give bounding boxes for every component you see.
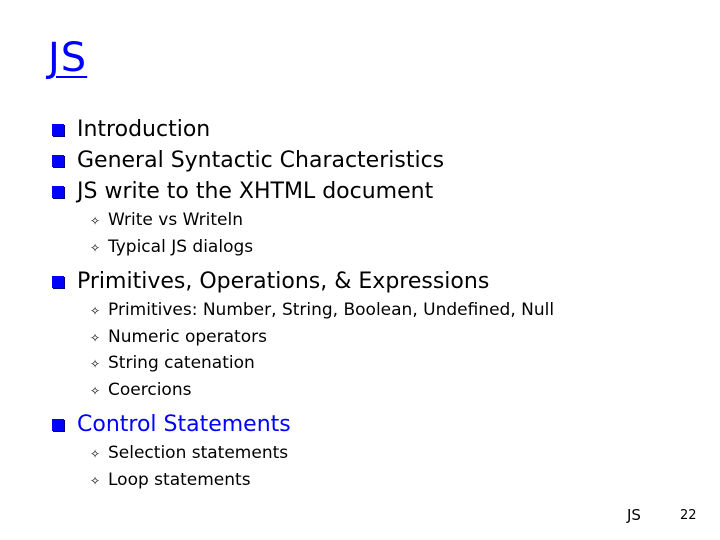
sub-item xyxy=(90,324,554,351)
slide-title: JS xyxy=(48,35,88,81)
outline-item-introduction xyxy=(52,114,554,145)
sub-item-label: String catenation xyxy=(108,353,255,374)
outline-list xyxy=(52,114,554,493)
outline-item-label: JS write to the XHTML document xyxy=(77,179,434,204)
outline-item-control-statements xyxy=(52,409,554,493)
diamond-bullet-icon: ✧ xyxy=(90,357,101,372)
square-bullet-icon xyxy=(52,419,64,431)
sub-list xyxy=(52,297,554,403)
sub-item xyxy=(90,350,554,377)
sub-item xyxy=(90,207,554,234)
outline-item-label: Control Statements xyxy=(77,412,291,437)
sub-item xyxy=(90,234,554,261)
sub-item-label: Primitives: Number, String, Boolean, Undefined, Null xyxy=(108,300,555,321)
sub-item-label: Loop statements xyxy=(108,469,251,490)
square-bullet-icon xyxy=(52,124,64,136)
outline-item-label: Introduction xyxy=(77,117,211,142)
diamond-bullet-icon: ✧ xyxy=(90,240,101,255)
page-number: 22 xyxy=(680,508,697,523)
sub-item xyxy=(90,297,554,324)
diamond-bullet-icon: ✧ xyxy=(90,214,101,229)
outline-item-label: Primitives, Operations, & Expressions xyxy=(77,269,490,294)
sub-item xyxy=(90,377,554,404)
diamond-bullet-icon: ✧ xyxy=(90,304,101,319)
outline-item-label: General Syntactic Characteristics xyxy=(77,148,445,173)
footer-label: JS xyxy=(627,506,641,524)
sub-item-label: Numeric operators xyxy=(108,326,267,347)
sub-item xyxy=(90,440,554,467)
outline-item-general-syntax xyxy=(52,145,554,176)
square-bullet-icon xyxy=(52,155,64,167)
outline-item-js-write xyxy=(52,176,554,260)
sub-item-label: Selection statements xyxy=(108,443,289,464)
outline-item-primitives xyxy=(52,266,554,403)
diamond-bullet-icon: ✧ xyxy=(90,383,101,398)
square-bullet-icon xyxy=(52,186,64,198)
square-bullet-icon xyxy=(52,276,64,288)
sub-item xyxy=(90,467,554,494)
diamond-bullet-icon: ✧ xyxy=(90,330,101,345)
sub-list xyxy=(52,440,554,493)
diamond-bullet-icon: ✧ xyxy=(90,473,101,488)
sub-list xyxy=(52,207,554,260)
sub-item-label: Typical JS dialogs xyxy=(108,236,254,257)
diamond-bullet-icon: ✧ xyxy=(90,447,101,462)
sub-item-label: Coercions xyxy=(108,379,192,400)
sub-item-label: Write vs Writeln xyxy=(108,210,243,231)
